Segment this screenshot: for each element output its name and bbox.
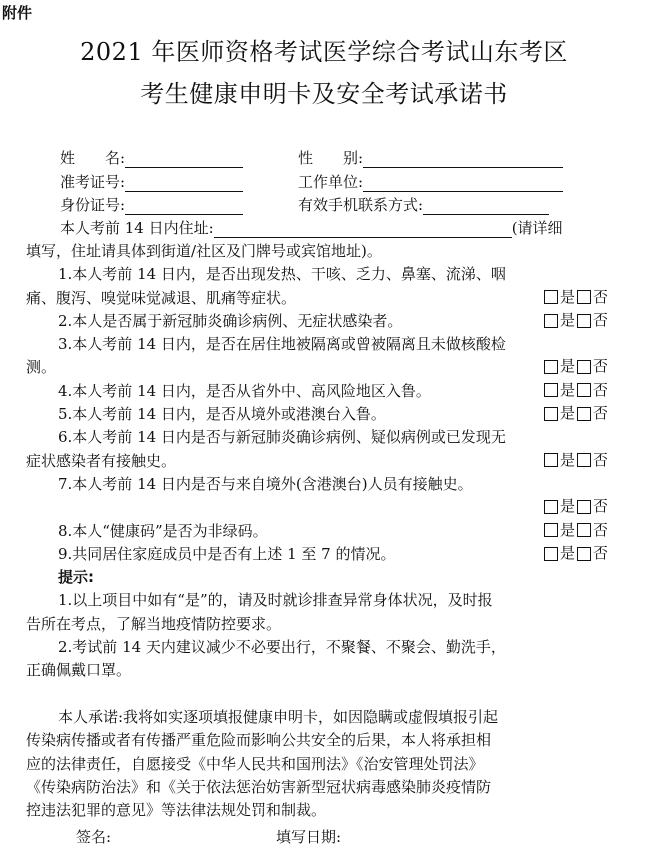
no-checkbox[interactable] [577,314,591,328]
work-unit-label: 工作单位: [298,173,364,191]
no-label: 否 [592,310,608,329]
yes-label: 是 [559,520,575,539]
yes-label: 是 [559,404,575,423]
tip-1: 1.以上项目中如有“是”的，请及时就诊排查异常身体状况，及时报 [58,591,493,610]
yes-checkbox[interactable] [544,523,558,537]
no-label: 否 [592,450,608,469]
question-8 [26,520,612,543]
question-5 [26,403,612,426]
tip-2-cont: 正确佩戴口罩。 [26,661,132,680]
no-label: 否 [592,380,608,399]
question-text: 1.本人考前 14 日内，是否出现发热、干咳、乏力、鼻塞、流涕、咽 [58,265,506,284]
exam-no-field[interactable] [60,171,243,192]
commitment-line-4: 《传染病防治法》和《关于依法惩治妨害新型冠状病毒感染肺炎疫情防 [26,777,492,796]
question-3 [26,333,612,380]
commitment-line-1: 本人承诺:我将如实逐项填报健康申明卡，如因隐瞒或虚假填报引起 [58,707,499,726]
name-label: 姓 名: [60,149,126,167]
question-text: 2.本人是否属于新冠肺炎确诊病例、无症状感染者。 [58,311,403,330]
id-no-field[interactable] [60,194,243,215]
yes-label: 是 [559,450,575,469]
question-text: 7.本人考前 14 日内是否与来自境外(含港澳台)人员有接触史。 [58,474,473,493]
address-label: 本人考前 14 日内住址: [60,219,214,237]
answer-checkboxes [543,379,608,402]
yes-checkbox[interactable] [544,547,558,561]
question-text: 6.本人考前 14 日内是否与新冠肺炎确诊病例、疑似病例或已发现无 [58,428,506,447]
name-input-line[interactable] [125,151,243,168]
phone-label: 有效手机联系方式: [298,196,424,214]
answer-checkboxes [543,309,608,332]
yes-label: 是 [559,310,575,329]
id-no-input-line[interactable] [125,198,243,215]
tips-heading: 提示: [58,568,94,587]
answer-checkboxes [543,402,608,425]
info-fields [0,0,648,237]
no-label: 否 [592,287,608,306]
address-note: (请详细 [511,219,563,237]
question-answer-line [26,496,612,519]
question-text: 9.共同居住家庭成员中是否有上述 1 至 7 的情况。 [58,544,396,563]
phone-input-line[interactable] [423,198,549,215]
no-label: 否 [592,404,608,423]
yes-checkbox[interactable] [544,360,558,374]
no-checkbox[interactable] [577,523,591,537]
no-checkbox[interactable] [577,360,591,374]
no-label: 否 [592,520,608,539]
question-2 [26,310,612,333]
no-checkbox[interactable] [577,547,591,561]
yes-label: 是 [559,287,575,306]
question-text: 5.本人考前 14 日内，是否从境外或港澳台入鲁。 [58,405,386,424]
yes-checkbox[interactable] [544,453,558,467]
no-label: 否 [592,543,608,562]
name-field[interactable] [60,147,243,168]
address-input-line[interactable] [214,221,512,238]
answer-checkboxes [543,286,608,309]
id-no-label: 身份证号: [60,196,126,214]
no-checkbox[interactable] [577,383,591,397]
title-line-1: 2021 年医师资格考试医学综合考试山东考区 [80,38,568,66]
no-checkbox[interactable] [577,407,591,421]
tip-1-cont: 告所在考点，了解当地疫情防控要求。 [26,614,282,633]
no-label: 否 [592,357,608,376]
question-text: 8.本人“健康码”是否为非绿码。 [58,521,268,540]
question-text-cont: 测。 [26,358,57,377]
answer-checkboxes [543,355,608,378]
no-checkbox[interactable] [577,453,591,467]
attachment-label: 附件 [2,4,33,22]
commitment-line-3: 应的法律责任，自愿接受《中华人民共和国刑法》《治安管理处罚法》 [26,754,484,773]
address-field[interactable] [60,217,563,238]
commitment-line-2: 传染病传播或者有传播严重危险而影响公共安全的后果，本人将承担相 [26,731,492,750]
no-checkbox[interactable] [577,290,591,304]
answer-checkboxes [543,519,608,542]
yes-checkbox[interactable] [544,500,558,514]
no-checkbox[interactable] [577,500,591,514]
question-text-cont: 痛、腹泻、嗅觉味觉减退、肌痛等症状。 [26,288,297,307]
yes-checkbox[interactable] [544,383,558,397]
address-note-line: 填写，住址请具体到街道/社区及门牌号或宾馆地址)。 [26,242,382,260]
exam-no-input-line[interactable] [125,175,243,192]
answer-checkboxes [543,542,608,565]
signature-field[interactable]: 签名: [76,828,112,846]
question-9 [26,543,612,566]
question-1 [26,263,612,310]
yes-label: 是 [559,543,575,562]
gender-input-line[interactable] [363,151,563,168]
no-label: 否 [592,497,608,516]
yes-label: 是 [559,380,575,399]
phone-field[interactable] [298,194,549,215]
question-6 [26,426,612,473]
exam-no-label: 准考证号: [60,173,126,191]
date-field[interactable]: 填写日期: [276,828,342,846]
yes-checkbox[interactable] [544,407,558,421]
question-4 [26,380,612,403]
work-unit-input-line[interactable] [363,175,563,192]
gender-field[interactable] [298,147,563,168]
question-text: 4.本人考前 14 日内，是否从省外中、高风险地区入鲁。 [58,381,431,400]
commitment-line-5: 控违法犯罪的意见》等法律法规处罚和制裁。 [26,801,327,820]
tip-2: 2.考试前 14 天内建议减少不必要出行，不聚餐、不聚会、勤洗手， [58,638,506,657]
yes-label: 是 [559,497,575,516]
answer-checkboxes [543,449,608,472]
work-unit-field[interactable] [298,171,563,192]
spacer [26,683,612,706]
question-text-cont: 症状感染者有接触史。 [26,451,177,470]
gender-label: 性 别: [298,149,364,167]
question-7 [26,473,612,520]
title-line-2: 考生健康申明卡及安全考试承诺书 [140,80,508,108]
answer-checkboxes [543,495,608,518]
yes-checkbox[interactable] [544,290,558,304]
yes-label: 是 [559,357,575,376]
declaration-body [26,240,612,822]
yes-checkbox[interactable] [544,314,558,328]
question-text: 3.本人考前 14 日内，是否在居住地被隔离或曾被隔离且未做核酸检 [58,335,506,354]
